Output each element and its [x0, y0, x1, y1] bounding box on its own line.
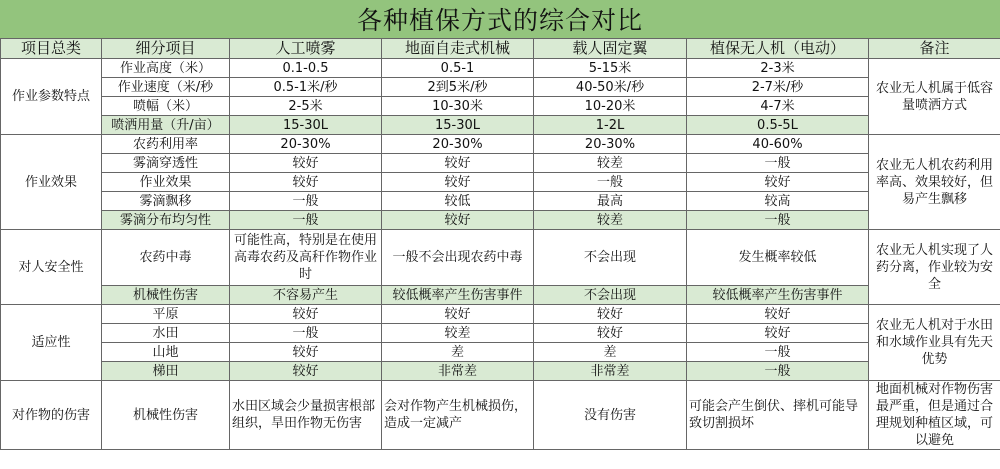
value-cell: 较低概率产生伤害事件	[687, 286, 869, 305]
value-cell: 较低概率产生伤害事件	[382, 286, 534, 305]
value-cell: 不容易产生	[230, 286, 382, 305]
value-cell: 差	[534, 343, 687, 362]
table-row	[1, 381, 1000, 450]
group-name-cell: 对作物的伤害	[1, 381, 102, 450]
value-cell: 较好	[382, 154, 534, 173]
item-label-cell: 作业速度（米/秒	[102, 78, 230, 97]
table-row	[1, 211, 1000, 230]
value-cell: 5-15米	[534, 59, 687, 78]
value-cell: 差	[382, 343, 534, 362]
table-row	[1, 78, 1000, 97]
value-cell: 较好	[534, 305, 687, 324]
value-cell: 不会出现	[534, 286, 687, 305]
value-cell: 20-30%	[534, 135, 687, 154]
value-cell: 2到5米/秒	[382, 78, 534, 97]
value-cell: 1-2L	[534, 116, 687, 135]
value-cell: 20-30%	[382, 135, 534, 154]
value-cell: 较好	[687, 305, 869, 324]
header-row	[1, 39, 1000, 59]
table-row	[1, 192, 1000, 211]
header-cell: 细分项目	[102, 39, 230, 59]
group-name-cell: 作业效果	[1, 135, 102, 230]
header-cell: 植保无人机（电动）	[687, 39, 869, 59]
value-cell: 较好	[230, 173, 382, 192]
note-cell: 农业无人机实现了人药分离，作业较为安全	[869, 230, 1000, 305]
table-row	[1, 154, 1000, 173]
value-cell: 一般不会出现农药中毒	[382, 230, 534, 286]
value-cell: 较好	[382, 173, 534, 192]
item-label-cell: 农药中毒	[102, 230, 230, 286]
note-cell: 农业无人机对于水田和水域作业具有先天优势	[869, 305, 1000, 381]
value-cell: 40-50米/秒	[534, 78, 687, 97]
item-label-cell: 平原	[102, 305, 230, 324]
value-cell: 较差	[382, 324, 534, 343]
table-row	[1, 230, 1000, 286]
table-row	[1, 135, 1000, 154]
group-name-cell: 对人安全性	[1, 230, 102, 305]
item-label-cell: 水田	[102, 324, 230, 343]
item-label-cell: 喷洒用量（升/亩）	[102, 116, 230, 135]
table-row	[1, 173, 1000, 192]
value-cell: 会对作物产生机械损伤，造成一定减产	[382, 381, 534, 450]
value-cell: 较好	[382, 211, 534, 230]
value-cell: 一般	[534, 173, 687, 192]
value-cell: 0.5-1	[382, 59, 534, 78]
table-row	[1, 324, 1000, 343]
value-cell: 不会出现	[534, 230, 687, 286]
note-cell: 地面机械对作物伤害最严重，但是通过合理规划种植区域，可以避免	[869, 381, 1000, 450]
value-cell: 15-30L	[230, 116, 382, 135]
value-cell: 2-3米	[687, 59, 869, 78]
value-cell: 水田区域会少量损害根部组织，旱田作物无伤害	[230, 381, 382, 450]
value-cell: 可能会产生倒伏、摔机可能导致切割损坏	[687, 381, 869, 450]
table-row	[1, 343, 1000, 362]
item-label-cell: 作业效果	[102, 173, 230, 192]
value-cell: 较好	[230, 343, 382, 362]
value-cell: 一般	[230, 324, 382, 343]
item-label-cell: 雾滴分布均匀性	[102, 211, 230, 230]
item-label-cell: 作业高度（米）	[102, 59, 230, 78]
value-cell: 较低	[382, 192, 534, 211]
item-label-cell: 雾滴穿透性	[102, 154, 230, 173]
value-cell: 40-60%	[687, 135, 869, 154]
value-cell: 0.5-1米/秒	[230, 78, 382, 97]
value-cell: 较好	[230, 154, 382, 173]
header-cell: 载人固定翼	[534, 39, 687, 59]
note-cell: 农业无人机属于低容量喷洒方式	[869, 59, 1000, 135]
table-row	[1, 59, 1000, 78]
value-cell: 一般	[687, 211, 869, 230]
table-row	[1, 97, 1000, 116]
value-cell: 发生概率较低	[687, 230, 869, 286]
value-cell: 2-7米/秒	[687, 78, 869, 97]
table-row	[1, 286, 1000, 305]
item-label-cell: 山地	[102, 343, 230, 362]
value-cell: 10-30米	[382, 97, 534, 116]
comparison-table	[0, 38, 1000, 450]
item-label-cell: 梯田	[102, 362, 230, 381]
value-cell: 20-30%	[230, 135, 382, 154]
value-cell: 最高	[534, 192, 687, 211]
page-title: 各种植保方式的综合对比	[0, 0, 1000, 39]
value-cell: 一般	[687, 343, 869, 362]
value-cell: 0.1-0.5	[230, 59, 382, 78]
table-row	[1, 362, 1000, 381]
value-cell: 一般	[230, 192, 382, 211]
group-name-cell: 适应性	[1, 305, 102, 381]
value-cell: 0.5-5L	[687, 116, 869, 135]
group-name-cell: 作业参数特点	[1, 59, 102, 135]
value-cell: 4-7米	[687, 97, 869, 116]
item-label-cell: 机械性伤害	[102, 286, 230, 305]
item-label-cell: 机械性伤害	[102, 381, 230, 450]
value-cell: 一般	[687, 362, 869, 381]
value-cell: 较好	[382, 305, 534, 324]
value-cell: 可能性高，特别是在使用高毒农药及高秆作物作业时	[230, 230, 382, 286]
header-cell: 项目总类	[1, 39, 102, 59]
value-cell: 非常差	[534, 362, 687, 381]
value-cell: 非常差	[382, 362, 534, 381]
value-cell: 较好	[534, 324, 687, 343]
value-cell: 2-5米	[230, 97, 382, 116]
header-cell: 地面自走式机械	[382, 39, 534, 59]
item-label-cell: 农药利用率	[102, 135, 230, 154]
value-cell: 较差	[534, 154, 687, 173]
value-cell: 一般	[230, 211, 382, 230]
note-cell: 农业无人机农药利用率高、效果较好，但易产生飘移	[869, 135, 1000, 230]
value-cell: 较好	[230, 362, 382, 381]
value-cell: 较差	[534, 211, 687, 230]
value-cell: 15-30L	[382, 116, 534, 135]
value-cell: 较好	[230, 305, 382, 324]
value-cell: 10-20米	[534, 97, 687, 116]
table-row	[1, 116, 1000, 135]
value-cell: 较好	[687, 173, 869, 192]
item-label-cell: 雾滴飘移	[102, 192, 230, 211]
value-cell: 较高	[687, 192, 869, 211]
item-label-cell: 喷幅（米）	[102, 97, 230, 116]
value-cell: 一般	[687, 154, 869, 173]
value-cell: 较好	[687, 324, 869, 343]
header-cell: 备注	[869, 39, 1000, 59]
header-cell: 人工喷雾	[230, 39, 382, 59]
table-row	[1, 305, 1000, 324]
value-cell: 没有伤害	[534, 381, 687, 450]
